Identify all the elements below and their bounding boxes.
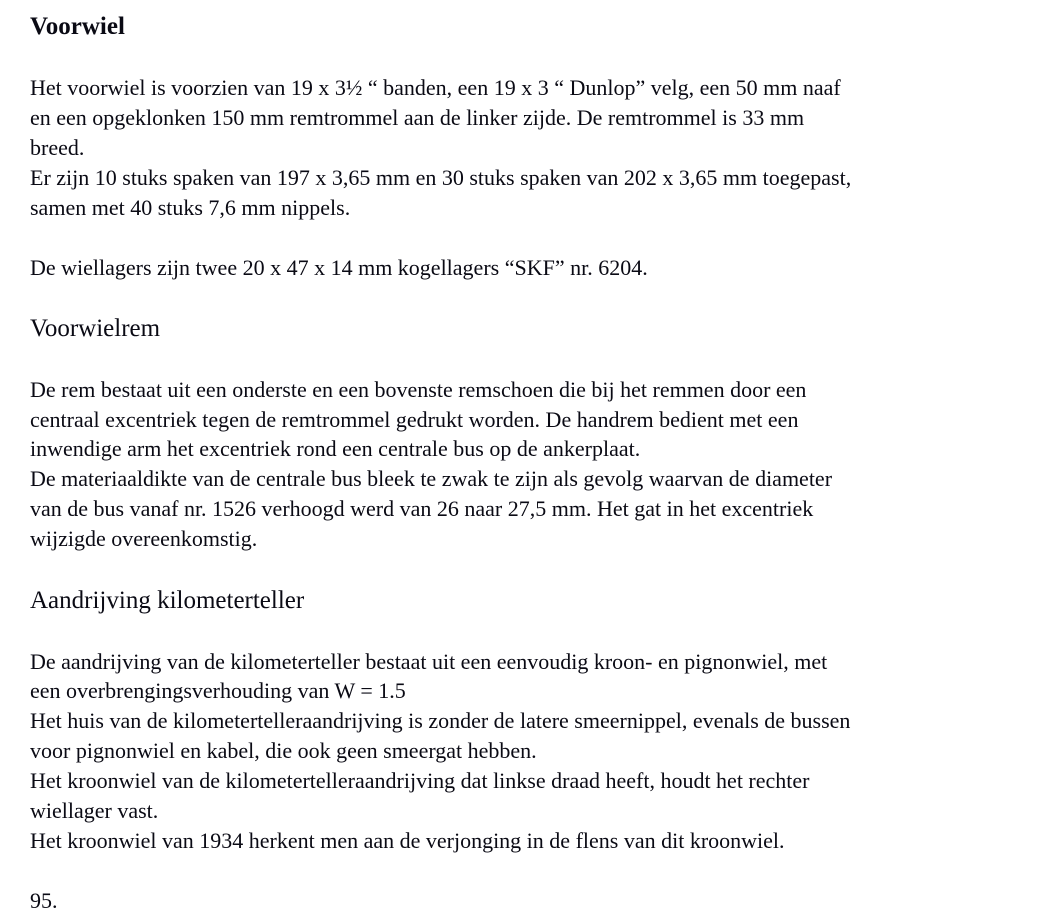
heading-aandrijving-kilometerteller: Aandrijving kilometerteller	[30, 587, 305, 614]
paragraph-line: De materiaaldikte van de centrale bus bleek te zwak te zijn als gevolg waarvan de diameter	[30, 466, 833, 491]
paragraph-line: Het kroonwiel van de kilometertelleraandrijving dat linkse draad heeft, houdt het rechter	[30, 768, 810, 793]
paragraph-line: voor pignonwiel en kabel, die ook geen smeergat hebben.	[30, 738, 537, 763]
paragraph-line: centraal excentriek tegen de remtrommel gedrukt worden. De handrem bedient met een	[30, 407, 799, 432]
paragraph-line: Het voorwiel is voorzien van 19 x 3½ “ banden, een 19 x 3 “ Dunlop” velg, een 50 mm naaf	[30, 75, 841, 100]
paragraph-line: Het kroonwiel van 1934 herkent men aan de verjonging in de flens van dit kroonwiel.	[30, 828, 785, 853]
paragraph-line: breed.	[30, 135, 85, 160]
page-number: 95.	[30, 888, 58, 913]
heading-voorwiel: Voorwiel	[30, 13, 125, 40]
paragraph-line: wijzigde overeenkomstig.	[30, 526, 258, 551]
paragraph-line: een overbrengingsverhouding van W = 1.5	[30, 678, 406, 703]
paragraph-line: van de bus vanaf nr. 1526 verhoogd werd van 26 naar 27,5 mm. Het gat in het excentriek	[30, 496, 814, 521]
paragraph-line: De wiellagers zijn twee 20 x 47 x 14 mm kogellagers “SKF” nr. 6204.	[30, 255, 648, 280]
paragraph-line: wiellager vast.	[30, 798, 159, 823]
paragraph-line: Het huis van de kilometertelleraandrijving is zonder de latere smeernippel, evenals de bussen	[30, 708, 851, 733]
paragraph-line: De rem bestaat uit een onderste en een bovenste remschoen die bij het remmen door een	[30, 377, 807, 402]
paragraph-line: samen met 40 stuks 7,6 mm nippels.	[30, 195, 351, 220]
paragraph-line: inwendige arm het excentriek rond een centrale bus op de ankerplaat.	[30, 436, 641, 461]
heading-voorwielrem: Voorwielrem	[30, 315, 161, 342]
paragraph-line: en een opgeklonken 150 mm remtrommel aan de linker zijde. De remtrommel is 33 mm	[30, 105, 805, 130]
paragraph-line: Er zijn 10 stuks spaken van 197 x 3,65 mm en 30 stuks spaken van 202 x 3,65 mm toegepast,	[30, 165, 852, 190]
paragraph-line: De aandrijving van de kilometerteller bestaat uit een eenvoudig kroon- en pignonwiel, met	[30, 649, 828, 674]
